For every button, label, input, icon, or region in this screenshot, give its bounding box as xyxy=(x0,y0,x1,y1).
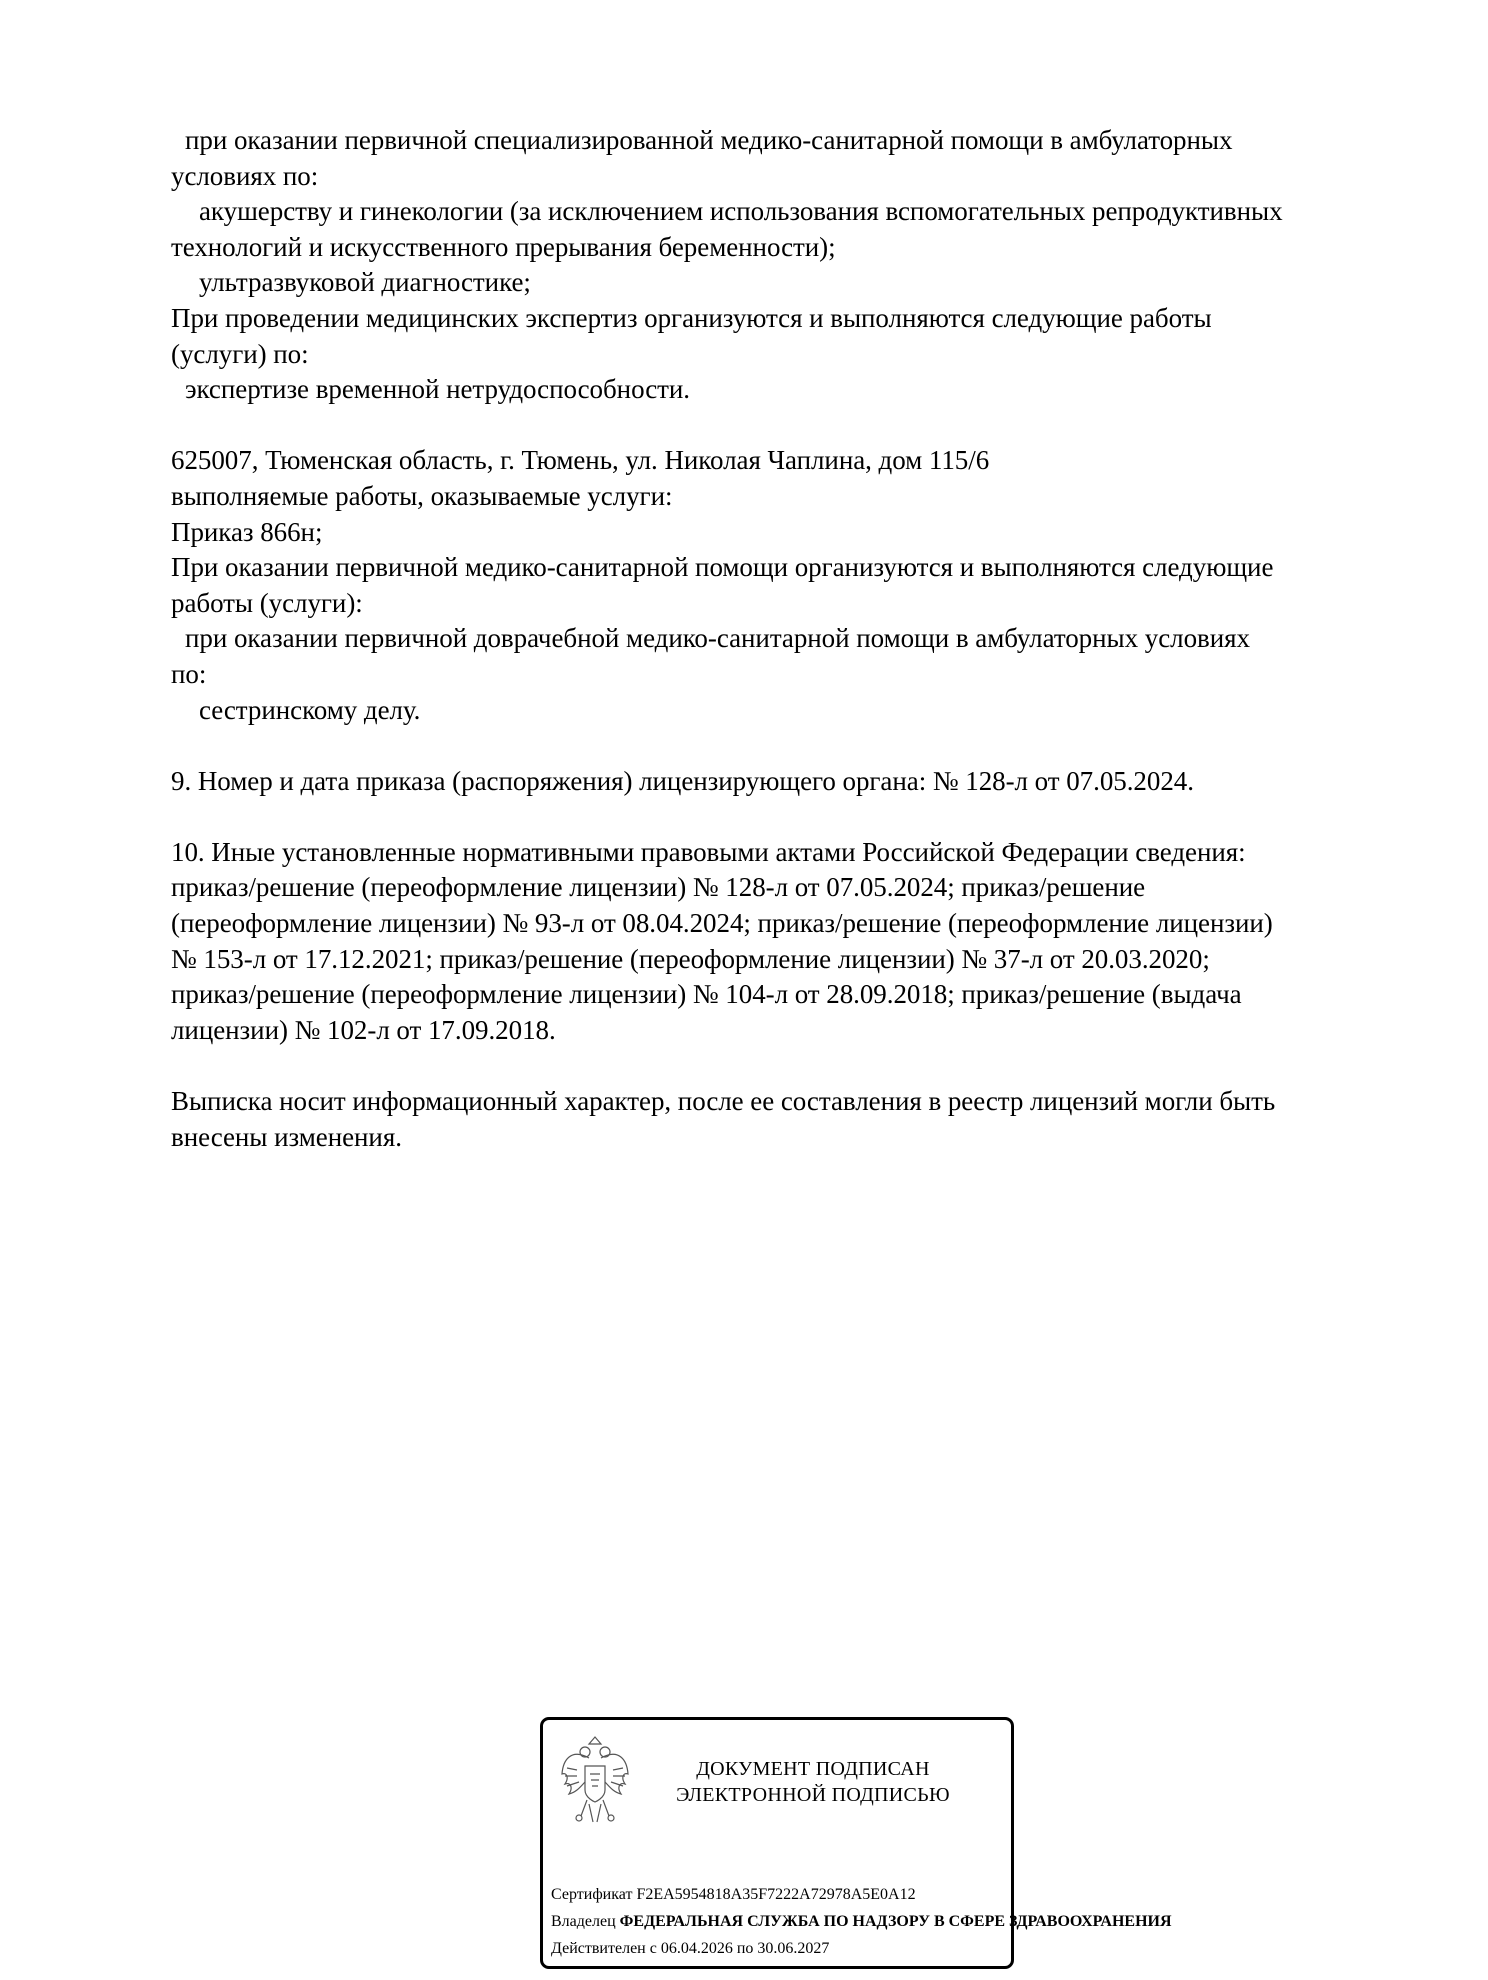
text-line: (услуги) по: xyxy=(171,338,309,369)
stamp-title xyxy=(643,1756,983,1808)
text-line: приказ/решение (переоформление лицензии) № 104-л от 28.09.2018; приказ/решение (выдача xyxy=(171,979,1242,1010)
text-line: Приказ 866н; xyxy=(171,516,323,547)
paragraph-gap xyxy=(171,408,1393,444)
text-line: при оказании первичной специализированной медико-санитарной помощи в амбулаторных xyxy=(185,125,1233,155)
text-line: сестринскому делу. xyxy=(199,694,421,725)
text-line: лицензии) № 102-л от 17.09.2018. xyxy=(171,1014,556,1045)
paragraph-gap xyxy=(171,1048,1393,1084)
coat-of-arms-icon xyxy=(559,1734,631,1830)
electronic-signature-stamp xyxy=(540,1717,1172,1969)
stamp-title-line-1: ДОКУМЕНТ ПОДПИСАН xyxy=(696,1758,930,1780)
text-line: Выписка носит информационный характер, после ее составления в реестр лицензий могли быть xyxy=(171,1086,1276,1117)
text-line: при оказании первичной доврачебной медико-санитарной помощи в амбулаторных условиях xyxy=(185,623,1250,654)
text-line: 10. Иные установленные нормативными правовыми актами Российской Федерации сведения: xyxy=(171,836,1246,867)
owner-line xyxy=(551,1912,1172,1932)
text-line: При оказании первичной медико-санитарной помощи организуются и выполняются следующие xyxy=(171,552,1274,583)
paragraph-gap xyxy=(171,799,1393,835)
text-line: экспертизе временной нетрудоспособности. xyxy=(185,374,690,405)
text-line: технологий и искусственного прерывания беременности); xyxy=(171,231,836,262)
owner-value: ФЕДЕРАЛЬНАЯ СЛУЖБА ПО НАДЗОРУ В СФЕРЕ ЗДРАВООХРАНЕНИЯ xyxy=(619,1913,1172,1930)
certificate-label: Сертификат xyxy=(551,1886,633,1903)
text-line: работы (услуги): xyxy=(171,587,363,618)
owner-label: Владелец xyxy=(551,1913,616,1930)
certificate-value: F2EA5954818A35F7222A72978A5E0A12 xyxy=(636,1886,916,1903)
text-line: приказ/решение (переоформление лицензии) № 128-л от 07.05.2024; приказ/решение xyxy=(171,872,1146,903)
text-line: внесены изменения. xyxy=(171,1121,402,1152)
text-line: выполняемые работы, оказываемые услуги: xyxy=(171,480,673,511)
stamp-title-line-2: ЭЛЕКТРОННОЙ ПОДПИСЬЮ xyxy=(676,1784,950,1806)
document-body xyxy=(171,123,1393,1155)
text-line: № 153-л от 17.12.2021; приказ/решение (переоформление лицензии) № 37-л от 20.03.2020; xyxy=(171,943,1210,974)
text-line: (переоформление лицензии) № 93-л от 08.04.2024; приказ/решение (переоформление лицензии) xyxy=(171,908,1273,939)
text-line: При проведении медицинских экспертиз организуются и выполняются следующие работы xyxy=(171,302,1212,333)
text-line: акушерству и гинекологии (за исключением использования вспомогательных репродуктивных xyxy=(199,196,1283,227)
validity-line: Действителен с 06.04.2026 по 30.06.2027 xyxy=(551,1940,830,1957)
text-line: 9. Номер и дата приказа (распоряжения) лицензирующего органа: № 128-л от 07.05.2024. xyxy=(171,765,1194,796)
text-line: ультразвуковой диагностике; xyxy=(199,267,531,298)
paragraph-gap xyxy=(171,728,1393,764)
certificate-line xyxy=(551,1885,1071,1905)
text-line: 625007, Тюменская область, г. Тюмень, ул. Николая Чаплина, дом 115/6 xyxy=(171,445,990,476)
text-line: условиях по: xyxy=(171,160,319,191)
text-line: по: xyxy=(171,658,207,689)
